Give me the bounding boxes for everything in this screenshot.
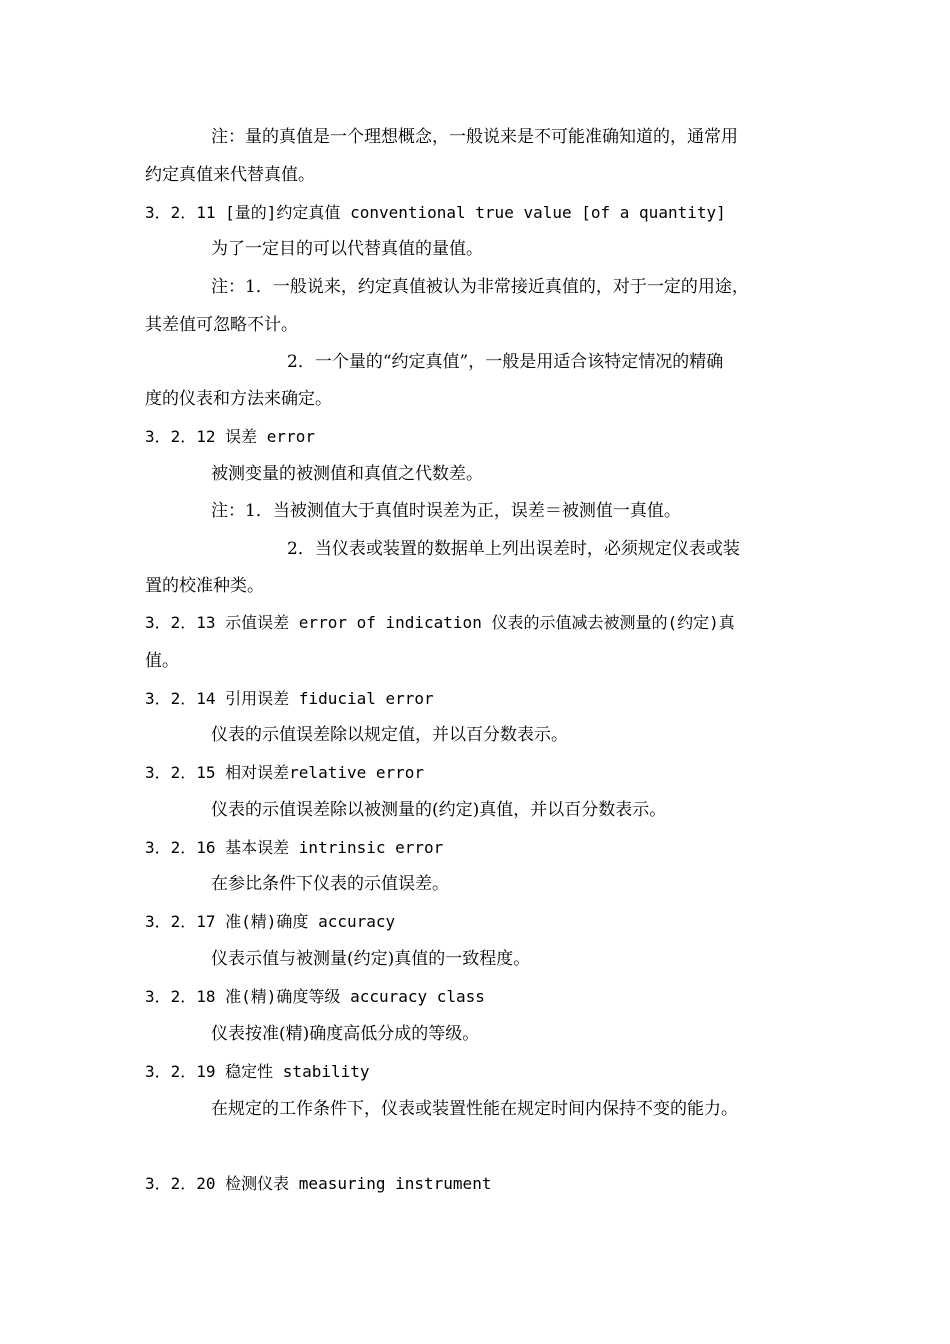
term-3-2-12-note-2-line-1: 2．当仪表或装置的数据单上列出误差时，必须规定仪表或装 xyxy=(287,539,740,559)
note-true-value-line-1: 注：量的真值是一个理想概念，一般说来是不可能准确知道的，通常用 xyxy=(211,127,738,147)
term-3-2-11-note-2-line-2: 度的仪表和方法来确定。 xyxy=(145,389,332,409)
term-3-2-17-heading: 3．2．17 准(精)确度 accuracy xyxy=(145,912,396,931)
term-3-2-19-heading: 3．2．19 稳定性 stability xyxy=(145,1062,370,1081)
term-3-2-17-definition: 仪表示值与被测量(约定)真值的一致程度。 xyxy=(211,949,531,969)
term-3-2-12-note-1: 注：1．当被测值大于真值时误差为正，误差＝被测值一真值。 xyxy=(211,501,681,521)
term-3-2-13-continuation: 值。 xyxy=(145,651,179,671)
term-3-2-16-heading: 3．2．16 基本误差 intrinsic error xyxy=(145,838,444,857)
term-3-2-18-heading: 3．2．18 准(精)确度等级 accuracy class xyxy=(145,987,485,1006)
note-true-value-line-2: 约定真值来代替真值。 xyxy=(145,165,315,185)
term-3-2-13-heading: 3．2．13 示值误差 error of indication 仪表的示值减去被测量的(约定)真 xyxy=(145,613,735,632)
term-3-2-11-heading: 3．2．11 [量的]约定真值 conventional true value [of a quantity] xyxy=(145,203,726,222)
term-3-2-11-note-1-line-1: 注：1．一般说来，约定真值被认为非常接近真值的，对于一定的用途， xyxy=(211,277,749,297)
term-3-2-20-heading: 3．2．20 检测仪表 measuring instrument xyxy=(145,1174,492,1193)
term-3-2-15-definition: 仪表的示值误差除以被测量的(约定)真值，并以百分数表示。 xyxy=(211,800,667,820)
term-3-2-16-definition: 在参比条件下仪表的示值误差。 xyxy=(211,874,449,894)
term-3-2-14-heading: 3．2．14 引用误差 fiducial error xyxy=(145,689,434,708)
term-3-2-19-definition: 在规定的工作条件下，仪表或装置性能在规定时间内保持不变的能力。 xyxy=(211,1099,738,1119)
term-3-2-15-heading: 3．2．15 相对误差relative error xyxy=(145,763,425,782)
term-3-2-12-note-2-line-2: 置的校准种类。 xyxy=(145,576,264,596)
term-3-2-18-definition: 仪表按准(精)确度高低分成的等级。 xyxy=(211,1024,480,1044)
term-3-2-11-definition: 为了一定目的可以代替真值的量值。 xyxy=(211,239,483,259)
term-3-2-11-note-2-line-1: 2．一个量的“约定真值”，一般是用适合该特定情况的精确 xyxy=(287,352,724,372)
term-3-2-12-definition: 被测变量的被测值和真值之代数差。 xyxy=(211,464,483,484)
term-3-2-11-note-1-line-2: 其差值可忽略不计。 xyxy=(145,315,298,335)
term-3-2-12-heading: 3．2．12 误差 error xyxy=(145,427,315,446)
term-3-2-14-definition: 仪表的示值误差除以规定值，并以百分数表示。 xyxy=(211,725,568,745)
